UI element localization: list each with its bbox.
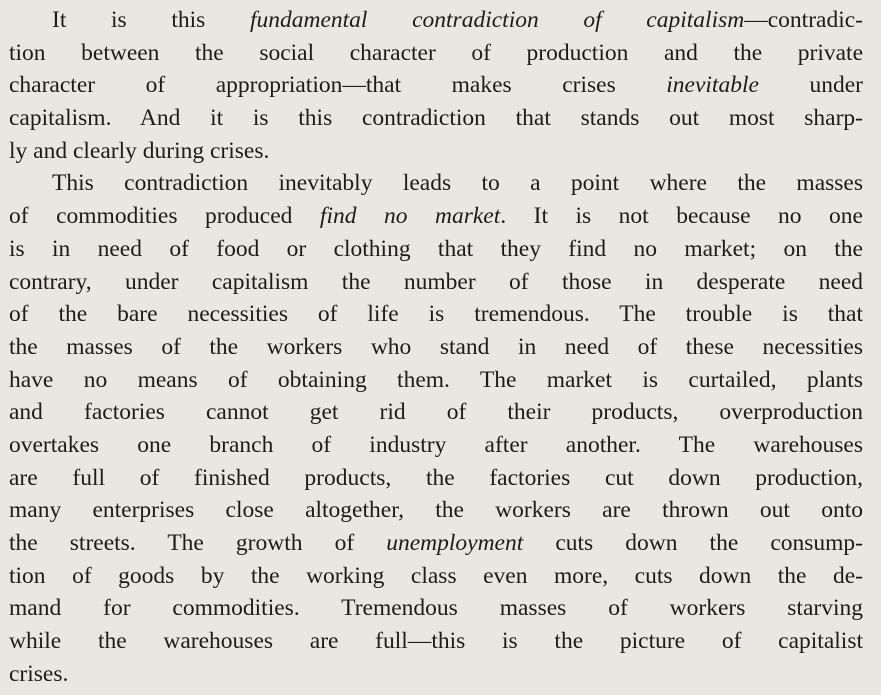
- text-run: capitalism. And it is this contradiction that stands out most sharp-: [9, 105, 863, 132]
- text-run: the streets. The growth of: [9, 530, 387, 556]
- text-run: of the bare necessities of life is tremendous. The trouble is that: [9, 301, 863, 328]
- text-run: —contradic-: [744, 7, 863, 33]
- text-line: [9, 233, 863, 266]
- text-run: . It is not because no one: [500, 203, 863, 230]
- text-line: [9, 527, 863, 560]
- italic-phrase: inevitable: [666, 72, 759, 99]
- text-line: [9, 4, 863, 37]
- text-run: character of appropriation—that makes crises: [9, 72, 667, 99]
- text-run: under: [758, 72, 863, 99]
- text-line: [9, 266, 863, 299]
- text-run: while the warehouses are full—this is the picture of capitalist: [9, 628, 863, 655]
- text-run: of commodities produced: [9, 203, 320, 230]
- text-line: [9, 592, 863, 625]
- text-run: contrary, under capitalism the number of those in desperate need: [9, 268, 863, 295]
- text-run: tion of goods by the working class even more, cuts down the de-: [9, 562, 863, 589]
- italic-phrase: unemployment: [386, 530, 524, 556]
- text-run: many enterprises close altogether, the workers are thrown out onto: [9, 497, 863, 524]
- text-run: cuts down the consump-: [523, 530, 863, 556]
- text-run: This contradiction inevitably leads to a point where the masses: [52, 170, 863, 197]
- text-run: have no means of obtaining them. The market is curtailed, plants: [9, 366, 863, 393]
- paragraph-1: [9, 4, 863, 167]
- text-run: are full of finished products, the factories cut down production,: [9, 464, 863, 491]
- body-text: [9, 4, 863, 690]
- text-line: [9, 364, 863, 397]
- text-line: [9, 102, 863, 135]
- text-run: is in need of food or clothing that they find no market; on the: [9, 235, 863, 262]
- paragraph-2: [9, 167, 863, 690]
- text-line: [9, 560, 863, 593]
- text-line: [9, 167, 863, 200]
- italic-phrase: find no market: [319, 203, 501, 230]
- text-line: [9, 135, 863, 168]
- italic-phrase: fundamental contradiction of capitalism: [249, 7, 745, 33]
- text-run: the masses of the workers who stand in need of these necessities: [9, 333, 863, 360]
- text-line: [9, 625, 863, 658]
- text-line: [9, 494, 863, 527]
- text-line: [9, 69, 863, 102]
- text-line: [9, 298, 863, 331]
- text-run: tion between the social character of production and the private: [9, 39, 863, 66]
- text-line: [9, 331, 863, 364]
- text-line: [9, 396, 863, 429]
- text-line: [9, 429, 863, 462]
- text-run: and factories cannot get rid of their products, overproduction: [9, 399, 863, 426]
- text-run: overtakes one branch of industry after another. The warehouses: [9, 431, 863, 458]
- text-line: [9, 658, 863, 691]
- text-line: [9, 37, 863, 70]
- text-run: ly and clearly during crises.: [9, 137, 270, 164]
- text-run: crises.: [9, 660, 69, 687]
- text-run: It is this: [52, 7, 250, 33]
- text-line: [9, 462, 863, 495]
- text-run: mand for commodities. Tremendous masses of workers starving: [9, 595, 863, 622]
- text-line: [9, 200, 863, 233]
